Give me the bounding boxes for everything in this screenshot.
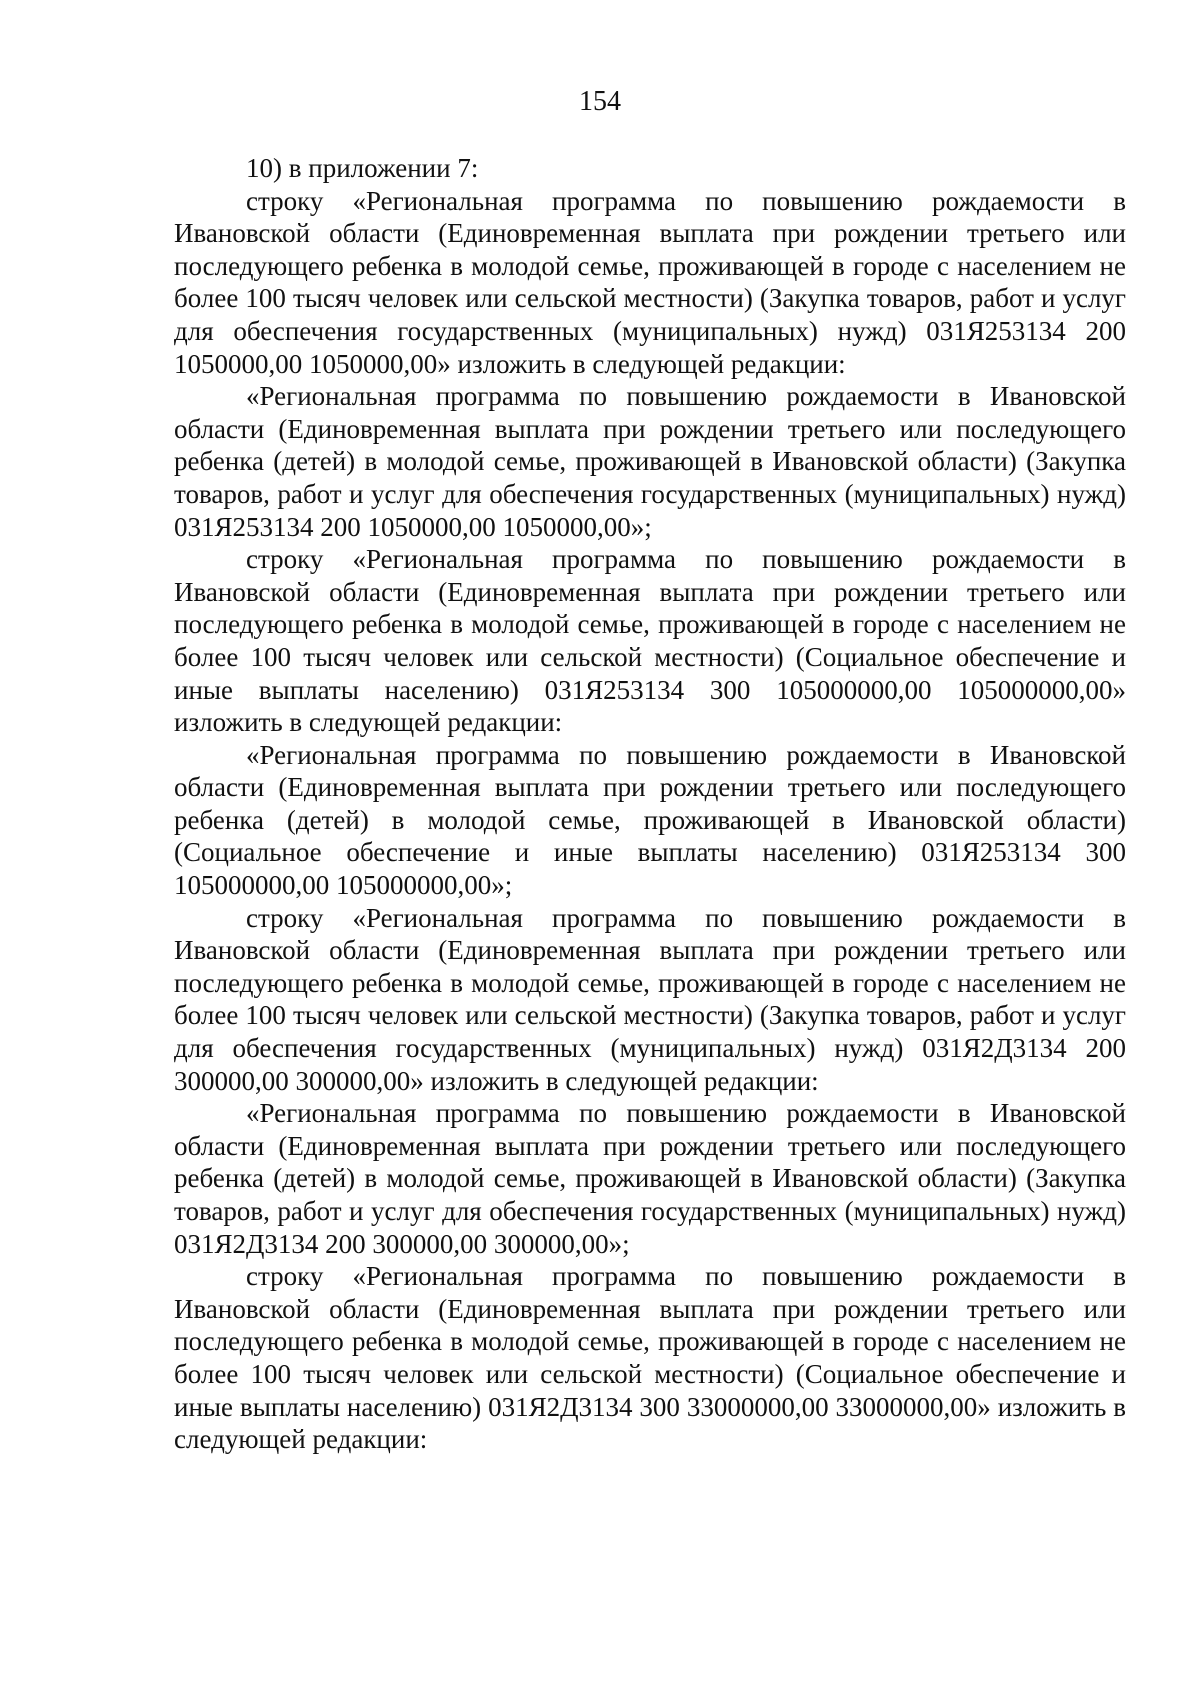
page-number: 154 [579, 86, 621, 117]
paragraph-amend-line-4: строку «Региональная программа по повышению рождаемости в Ивановской области (Единовременная выплата при рождении третьего или последующего ребенка в молодой семье, проживающей в городе с населением не более 100 тысяч человек или сельской местности) (Социальное обеспечение и иные выплаты населению) 031Я2Д3134 300 33000000,00 33000000,00» изложить в следующей редакции: [174, 1261, 1126, 1455]
document-body [174, 152, 1126, 1456]
paragraph-appendix-heading: 10) в приложении 7: [246, 153, 479, 183]
paragraph-amend-line-2: строку «Региональная программа по повышению рождаемости в Ивановской области (Единовременная выплата при рождении третьего или последующего ребенка в молодой семье, проживающей в городе с населением не более 100 тысяч человек или сельской местности) (Социальное обеспечение и иные выплаты населению) 031Я253134 300 105000000,00 105000000,00» изложить в следующей редакции: [174, 544, 1126, 738]
paragraph-amend-line-1: строку «Региональная программа по повышению рождаемости в Ивановской области (Единовременная выплата при рождении третьего или последующего ребенка в молодой семье, проживающей в городе с населением не более 100 тысяч человек или сельской местности) (Закупка товаров, работ и услуг для обеспечения государственных (муниципальных) нужд) 031Я253134 200 1050000,00 1050000,00» изложить в следующей редакции: [174, 185, 1126, 379]
paragraph-new-text-1: «Региональная программа по повышению рождаемости в Ивановской области (Единовременная выплата при рождении третьего или последующего ребенка (детей) в молодой семье, проживающей в Ивановской области) (Закупка товаров, работ и услуг для обеспечения государственных (муниципальных) нужд) 031Я253134 200 1050000,00 1050000,00»; [174, 381, 1126, 542]
paragraph-new-text-3: «Региональная программа по повышению рождаемости в Ивановской области (Единовременная выплата при рождении третьего или последующего ребенка (детей) в молодой семье, проживающей в Ивановской области) (Закупка товаров, работ и услуг для обеспечения государственных (муниципальных) нужд) 031Я2Д3134 200 300000,00 300000,00»; [174, 1098, 1126, 1259]
paragraph-new-text-2: «Региональная программа по повышению рождаемости в Ивановской области (Единовременная выплата при рождении третьего или последующего ребенка (детей) в молодой семье, проживающей в Ивановской области) (Социальное обеспечение и иные выплаты населению) 031Я253134 300 105000000,00 105000000,00»; [174, 739, 1126, 901]
paragraph-amend-line-3: строку «Региональная программа по повышению рождаемости в Ивановской области (Единовременная выплата при рождении третьего или последующего ребенка в молодой семье, проживающей в городе с населением не более 100 тысяч человек или сельской местности) (Закупка товаров, работ и услуг для обеспечения государственных (муниципальных) нужд) 031Я2Д3134 200 300000,00 300000,00» изложить в следующей редакции: [174, 902, 1126, 1096]
